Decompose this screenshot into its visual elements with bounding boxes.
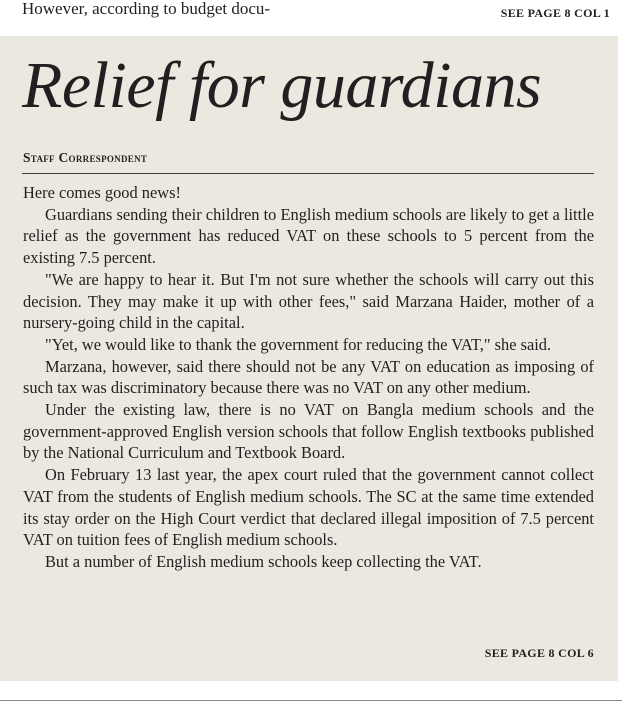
page-bottom-rule bbox=[0, 700, 622, 701]
article-paragraph: Marzana, however, said there should not be any VAT on education as imposing of such tax was discriminatory because there was no VAT on any other medium. bbox=[23, 356, 594, 398]
article-paragraph: On February 13 last year, the apex court ruled that the government cannot collect VAT from the students of English medium schools. The SC at the same time extended its stay order on the High Court verdict that declared illegal imposition of 7.5 percent VAT on tuition fees of English medium schools. bbox=[23, 465, 594, 550]
article-paragraph: "We are happy to hear it. But I'm not sure whether the schools will carry out this decision. They may make it up with other fees," said Marzana Haider, mother of a nursery-going child in the capital. bbox=[23, 269, 594, 333]
article-paragraph: "Yet, we would like to thank the government for reducing the VAT," she said. bbox=[45, 334, 552, 354]
article-body bbox=[23, 182, 594, 573]
article-headline: Relief for guardians bbox=[22, 49, 542, 122]
article-paragraph: Guardians sending their children to English medium schools are likely to get a little relief as the government has reduced VAT on these schools to 5 percent from the existing 7.5 percent. bbox=[23, 204, 594, 268]
article-paragraph: Here comes good news! bbox=[23, 183, 181, 202]
byline-divider bbox=[22, 173, 594, 174]
previous-article-tail bbox=[0, 0, 622, 36]
article-byline: Staff Correspondent bbox=[23, 150, 148, 165]
previous-article-text: However, according to budget docu- bbox=[22, 0, 271, 18]
article-jump-line: SEE PAGE 8 COL 6 bbox=[484, 646, 594, 660]
article-paragraph: Under the existing law, there is no VAT on Bangla medium schools and the government-approved English version schools that follow English textbooks published by the National Curriculum and Textbook Board. bbox=[23, 400, 594, 463]
previous-article-jump-line: SEE PAGE 8 COL 1 bbox=[500, 6, 610, 20]
article-paragraph: But a number of English medium schools keep collecting the VAT. bbox=[45, 551, 482, 571]
